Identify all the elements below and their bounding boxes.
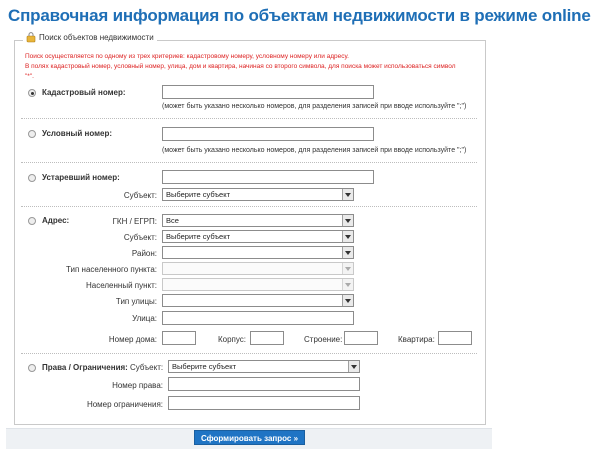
conditional-radio[interactable] (28, 130, 36, 138)
apartment-input[interactable] (438, 331, 472, 345)
obsolete-label: Устаревший номер: (42, 173, 120, 182)
notice-line-1: Поиск осуществляется по одному из трех критериев: кадастровому номеру, условному номеру или адресу. (25, 53, 349, 60)
address-label: Адрес: (42, 216, 70, 225)
right-number-input[interactable] (168, 377, 360, 391)
rights-radio[interactable] (28, 364, 36, 372)
structure-input[interactable] (344, 331, 378, 345)
chevron-down-icon (342, 295, 353, 306)
address-subject-label: Субъект: (123, 233, 157, 242)
legend-text: Поиск объектов недвижимости (39, 32, 154, 42)
cadastral-radio[interactable] (28, 89, 36, 97)
restriction-number-label: Номер ограничения: (86, 400, 163, 409)
building-label: Корпус: (218, 335, 247, 344)
street-type-label: Тип улицы: (115, 297, 157, 306)
obsolete-radio[interactable] (28, 174, 36, 182)
district-select[interactable] (162, 246, 354, 259)
address-radio[interactable] (28, 217, 36, 225)
rights-subject-label: Субъект: (130, 363, 164, 372)
cadastral-label: Кадастровый номер: (42, 88, 126, 97)
gkn-egrp-select[interactable]: Все (162, 214, 354, 227)
district-label: Район: (131, 249, 157, 258)
search-legend (23, 32, 157, 42)
submit-request-button[interactable]: Сформировать запрос » (194, 430, 305, 445)
house-number-input[interactable] (162, 331, 196, 345)
notice-line-2: В полях кадастровый номер, условный номер, улица, дом и квартира, начиная со второго символа, для поиска может использоваться символ "*". (25, 63, 456, 80)
building-input[interactable] (250, 331, 284, 345)
obsolete-subject-label: Субъект: (123, 191, 157, 200)
right-number-label: Номер права: (112, 381, 163, 390)
cadastral-number-input[interactable] (162, 85, 374, 99)
search-notice (25, 52, 465, 82)
gkn-label: ГКН / ЕГРП: (112, 217, 157, 226)
chevron-down-icon (342, 215, 353, 226)
chevron-down-icon (342, 189, 353, 200)
house-label: Номер дома: (108, 335, 157, 344)
apartment-label: Квартира: (398, 335, 435, 344)
chevron-down-icon (342, 247, 353, 258)
settlement-type-label: Тип населенного пункта: (65, 265, 157, 274)
conditional-label: Условный номер: (42, 129, 113, 138)
chevron-down-icon (348, 361, 359, 372)
settlement-type-select[interactable] (162, 262, 354, 275)
restriction-number-input[interactable] (168, 396, 360, 410)
chevron-down-icon (342, 263, 353, 274)
settlement-label: Населенный пункт: (85, 281, 157, 290)
conditional-number-input[interactable] (162, 127, 374, 141)
street-label: Улица: (132, 314, 157, 323)
address-subject-select[interactable]: Выберите субъект (162, 230, 354, 243)
cadastral-hint: (может быть указано несколько номеров, для разделения записей при вводе используйте ";") (162, 103, 467, 110)
lock-icon (26, 32, 36, 42)
obsolete-subject-select[interactable]: Выберите субъект (162, 188, 354, 201)
street-input[interactable] (162, 311, 354, 325)
divider (21, 206, 477, 207)
divider (21, 353, 477, 354)
chevron-down-icon (342, 231, 353, 242)
divider (21, 118, 477, 119)
rights-subject-select[interactable]: Выберите субъект (168, 360, 360, 373)
obsolete-number-input[interactable] (162, 170, 374, 184)
rights-label: Права / Ограничения: (42, 363, 128, 372)
page-title: Справочная информация по объектам недвижимости в режиме online (8, 6, 591, 25)
structure-label: Строение: (304, 335, 343, 344)
divider (21, 162, 477, 163)
chevron-down-icon (342, 279, 353, 290)
street-type-select[interactable] (162, 294, 354, 307)
settlement-select[interactable] (162, 278, 354, 291)
conditional-hint: (может быть указано несколько номеров, для разделения записей при вводе используйте ";") (162, 147, 467, 154)
